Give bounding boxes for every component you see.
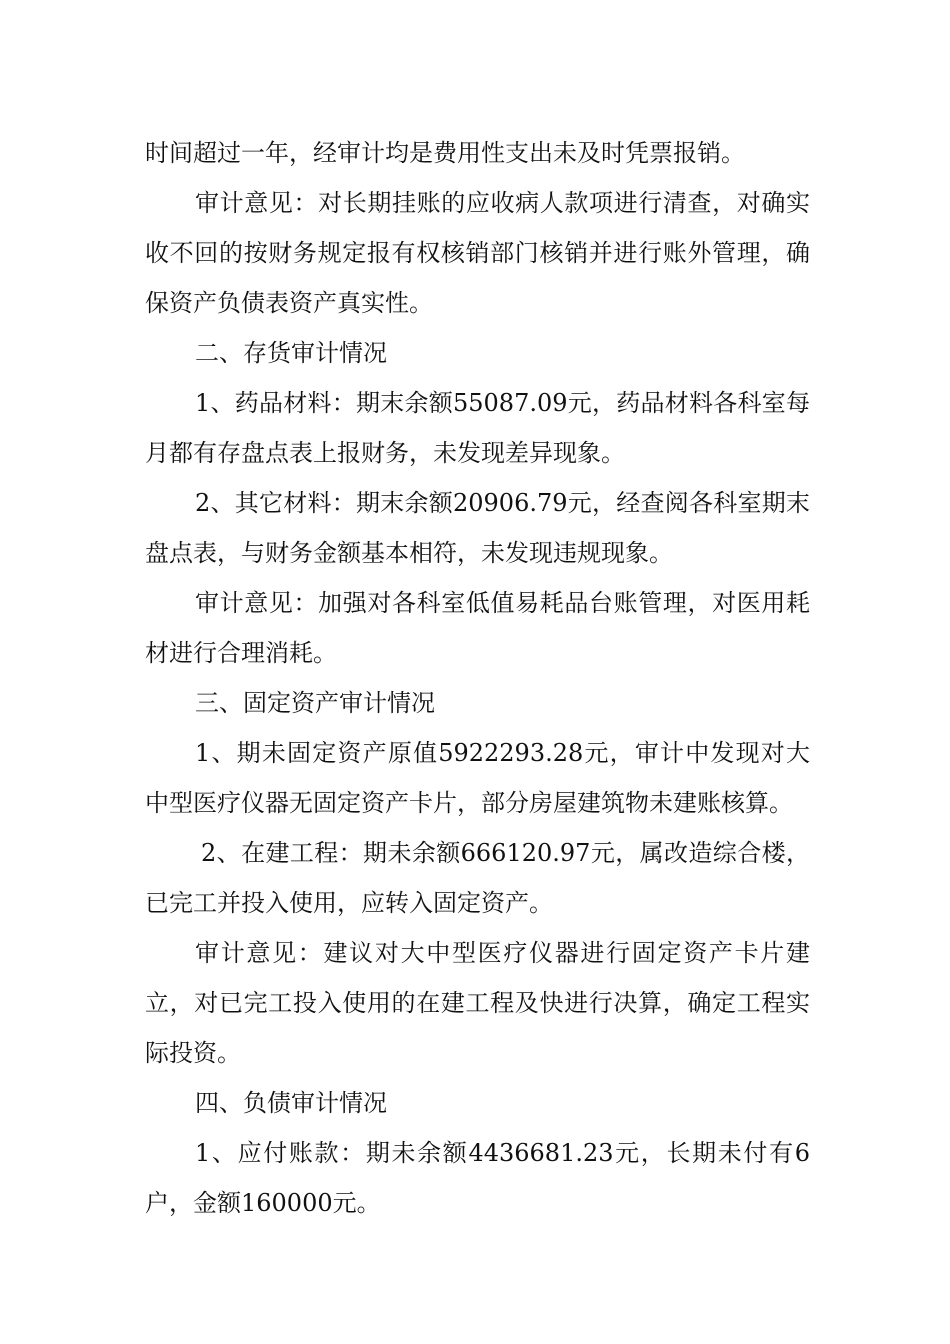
section-heading-inventory: 二、存货审计情况 [195,339,387,367]
paragraph-continuation: 时间超过一年，经审计均是费用性支出未及时凭票报销。 [145,139,745,167]
paragraph-other-materials: 2、其它材料：期末余额20906.79元，经查阅各科室期末盘点表，与财务金额基本相符，未发现违规现象。 [145,489,810,567]
paragraph-fixed-assets-value: 1、期未固定资产原值5922293.28元，审计中发现对大中型医疗仪器无固定资产卡片，部分房屋建筑物未建账核算。 [145,739,810,817]
section-heading-liabilities: 四、负债审计情况 [195,1089,387,1117]
document-body [145,128,810,1228]
paragraph-accounts-payable: 1、应付账款：期未余额4436681.23元，长期未付有6户，金额160000元。 [145,1139,810,1217]
paragraph-drug-materials: 1、药品材料：期末余额55087.09元，药品材料各科室每月都有存盘点表上报财务，未发现差异现象。 [145,389,810,467]
paragraph-audit-opinion-fixed-assets: 审计意见：建议对大中型医疗仪器进行固定资产卡片建立，对已完工投入使用的在建工程及快进行决算，确定工程实际投资。 [145,939,810,1067]
paragraph-audit-opinion-inventory: 审计意见：加强对各科室低值易耗品台账管理，对医用耗材进行合理消耗。 [145,589,810,667]
paragraph-construction-in-progress: 2、在建工程：期未余额666120.97元，属改造综合楼，已完工并投入使用，应转入固定资产。 [145,839,810,917]
paragraph-audit-opinion-receivables: 审计意见：对长期挂账的应收病人款项进行清查，对确实收不回的按财务规定报有权核销部门核销并进行账外管理，确保资产负债表资产真实性。 [145,189,810,317]
section-heading-fixed-assets: 三、固定资产审计情况 [195,689,435,717]
